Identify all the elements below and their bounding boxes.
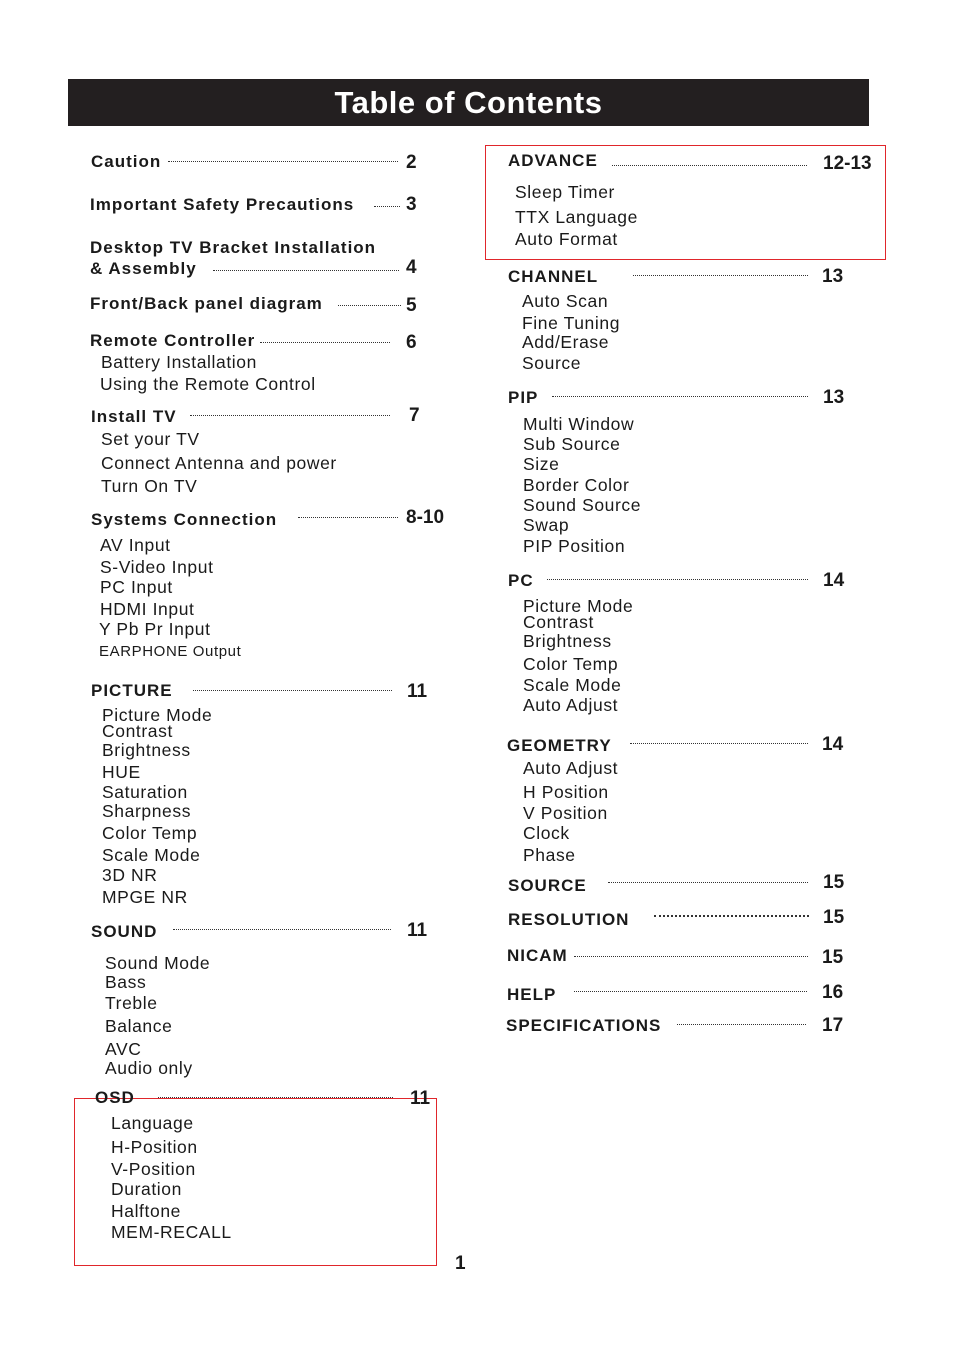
toc-item[interactable]: Color Temp (523, 654, 619, 674)
toc-heading-bracket-line2[interactable]: & Assembly (90, 259, 197, 278)
toc-item[interactable]: Scale Mode (102, 845, 201, 865)
toc-heading-sound[interactable]: SOUND (91, 922, 158, 941)
toc-item[interactable]: Source (522, 353, 582, 373)
toc-page-specifications: 17 (822, 1015, 844, 1036)
toc-item[interactable]: Scale Mode (523, 675, 622, 695)
toc-item[interactable]: Battery Installation (101, 352, 257, 372)
toc-item[interactable]: Brightness (102, 740, 191, 760)
toc-page-geometry: 14 (822, 734, 844, 755)
toc-item[interactable]: Fine Tuning (522, 313, 621, 333)
toc-item[interactable]: PIP Position (523, 536, 626, 556)
dot-leader (630, 743, 808, 744)
toc-item[interactable]: Sound Source (523, 495, 642, 515)
toc-item[interactable]: Sound Mode (105, 953, 211, 973)
toc-item[interactable]: V Position (523, 803, 608, 823)
toc-heading-help[interactable]: HELP (507, 985, 557, 1004)
toc-page-systems: 8-10 (406, 507, 445, 528)
toc-item[interactable]: Color Temp (102, 823, 198, 843)
toc-item[interactable]: MPGE NR (102, 887, 188, 907)
toc-item[interactable]: Swap (523, 515, 570, 535)
dot-leader (260, 342, 390, 343)
toc-item[interactable]: Treble (105, 993, 158, 1013)
toc-page-bracket: 4 (406, 257, 417, 278)
toc-item[interactable]: Connect Antenna and power (101, 453, 337, 473)
toc-item[interactable]: Balance (105, 1016, 173, 1036)
toc-item[interactable]: Using the Remote Control (100, 374, 316, 394)
toc-page-source: 15 (823, 872, 845, 893)
dot-leader (633, 275, 808, 276)
toc-item[interactable]: Brightness (523, 631, 612, 651)
toc-item[interactable]: EARPHONE Output (99, 643, 242, 660)
toc-item[interactable]: V-Position (111, 1159, 196, 1179)
toc-page-osd: 11 (410, 1088, 431, 1109)
toc-item[interactable]: Sharpness (102, 801, 192, 821)
toc-item[interactable]: Language (111, 1113, 194, 1133)
toc-heading-remote[interactable]: Remote Controller (90, 331, 256, 350)
toc-item[interactable]: Size (523, 454, 560, 474)
toc-page-pip: 13 (823, 387, 845, 408)
toc-page-safety: 3 (406, 194, 417, 215)
dot-leader (552, 396, 808, 397)
toc-item[interactable]: Auto Adjust (523, 695, 619, 715)
toc-heading-pip[interactable]: PIP (508, 388, 539, 407)
toc-item[interactable]: Auto Scan (522, 291, 609, 311)
toc-heading-picture[interactable]: PICTURE (91, 681, 173, 700)
toc-page-caution: 2 (406, 152, 417, 173)
toc-heading-osd[interactable]: OSD (95, 1088, 135, 1107)
toc-item[interactable]: H-Position (111, 1137, 198, 1157)
toc-item[interactable]: Halftone (111, 1201, 181, 1221)
toc-item[interactable]: Picture Mode (523, 596, 634, 616)
page-number: 1 (455, 1253, 466, 1274)
dot-leader (574, 956, 808, 957)
toc-heading-bracket-line1[interactable]: Desktop TV Bracket Installation (90, 238, 377, 257)
dot-leader (190, 415, 390, 416)
dot-leader (612, 165, 807, 166)
toc-item[interactable]: H Position (523, 782, 609, 802)
toc-heading-pc[interactable]: PC (508, 571, 534, 590)
toc-heading-install[interactable]: Install TV (91, 407, 177, 426)
toc-item[interactable]: Auto Format (515, 229, 618, 249)
toc-item[interactable]: Contrast (523, 612, 594, 632)
dot-leader (654, 915, 809, 917)
toc-item[interactable]: Set your TV (101, 429, 200, 449)
toc-page-pc: 14 (823, 570, 845, 591)
dot-leader (338, 305, 401, 306)
toc-page-resolution: 15 (823, 907, 845, 928)
dot-leader (168, 161, 398, 162)
toc-heading-caution[interactable]: Caution (91, 152, 162, 171)
dot-leader (677, 1024, 806, 1025)
toc-heading-safety[interactable]: Important Safety Precautions (90, 195, 355, 214)
toc-heading-source[interactable]: SOURCE (508, 876, 587, 895)
toc-heading-nicam[interactable]: NICAM (507, 946, 568, 965)
toc-page-advance: 12-13 (823, 153, 872, 174)
toc-page-help: 16 (822, 982, 844, 1003)
toc-item[interactable]: Picture Mode (102, 705, 213, 725)
toc-item[interactable]: TTX Language (515, 207, 638, 227)
toc-item[interactable]: Clock (523, 823, 570, 843)
toc-heading-geometry[interactable]: GEOMETRY (507, 736, 612, 755)
toc-item[interactable]: Contrast (102, 721, 173, 741)
toc-item[interactable]: Add/Erase (522, 332, 610, 352)
toc-page-sound: 11 (407, 920, 428, 941)
toc-item[interactable]: HDMI Input (100, 599, 195, 619)
toc-page-picture: 11 (407, 681, 428, 702)
toc-item[interactable]: 3D NR (102, 865, 158, 885)
toc-item[interactable]: Saturation (102, 782, 188, 802)
toc-item[interactable]: Y Pb Pr Input (99, 619, 211, 639)
toc-item[interactable]: AVC (105, 1039, 142, 1059)
dot-leader (574, 991, 807, 992)
toc-item[interactable]: Auto Adjust (523, 758, 619, 778)
dot-leader (173, 929, 391, 930)
dot-leader (547, 579, 808, 580)
dot-leader (193, 690, 392, 691)
toc-item[interactable]: MEM-RECALL (111, 1222, 232, 1242)
toc-page-install: 7 (409, 405, 420, 426)
toc-heading-systems[interactable]: Systems Connection (91, 510, 278, 529)
toc-item[interactable]: AV Input (100, 535, 171, 555)
toc-heading-advance[interactable]: ADVANCE (508, 151, 598, 170)
toc-heading-resolution[interactable]: RESOLUTION (508, 910, 630, 929)
dot-leader (298, 517, 398, 518)
dot-leader (213, 270, 399, 271)
dot-leader (374, 206, 400, 207)
toc-item[interactable]: Duration (111, 1179, 182, 1199)
toc-heading-specifications[interactable]: SPECIFICATIONS (506, 1016, 662, 1035)
toc-item[interactable]: Phase (523, 845, 576, 865)
toc-item[interactable]: HUE (102, 762, 141, 782)
toc-heading-panel[interactable]: Front/Back panel diagram (90, 294, 323, 313)
toc-item[interactable]: Audio only (105, 1058, 193, 1078)
toc-page-channel: 13 (822, 266, 844, 287)
toc-item[interactable]: Border Color (523, 475, 630, 495)
toc-item[interactable]: PC Input (100, 577, 173, 597)
toc-item[interactable]: Sub Source (523, 434, 621, 454)
title-bar (68, 79, 869, 126)
page-title: Table of Contents (334, 84, 603, 120)
toc-page-nicam: 15 (822, 947, 844, 968)
dot-leader (608, 882, 808, 883)
toc-page-remote: 6 (406, 332, 417, 353)
toc-page-panel: 5 (406, 295, 417, 316)
dot-leader (158, 1097, 393, 1098)
toc-item[interactable]: Turn On TV (101, 476, 198, 496)
toc-heading-channel[interactable]: CHANNEL (508, 267, 599, 286)
toc-item[interactable]: Sleep Timer (515, 182, 615, 202)
toc-item[interactable]: Bass (105, 972, 147, 992)
toc-item[interactable]: S-Video Input (100, 557, 214, 577)
toc-item[interactable]: Multi Window (523, 414, 635, 434)
